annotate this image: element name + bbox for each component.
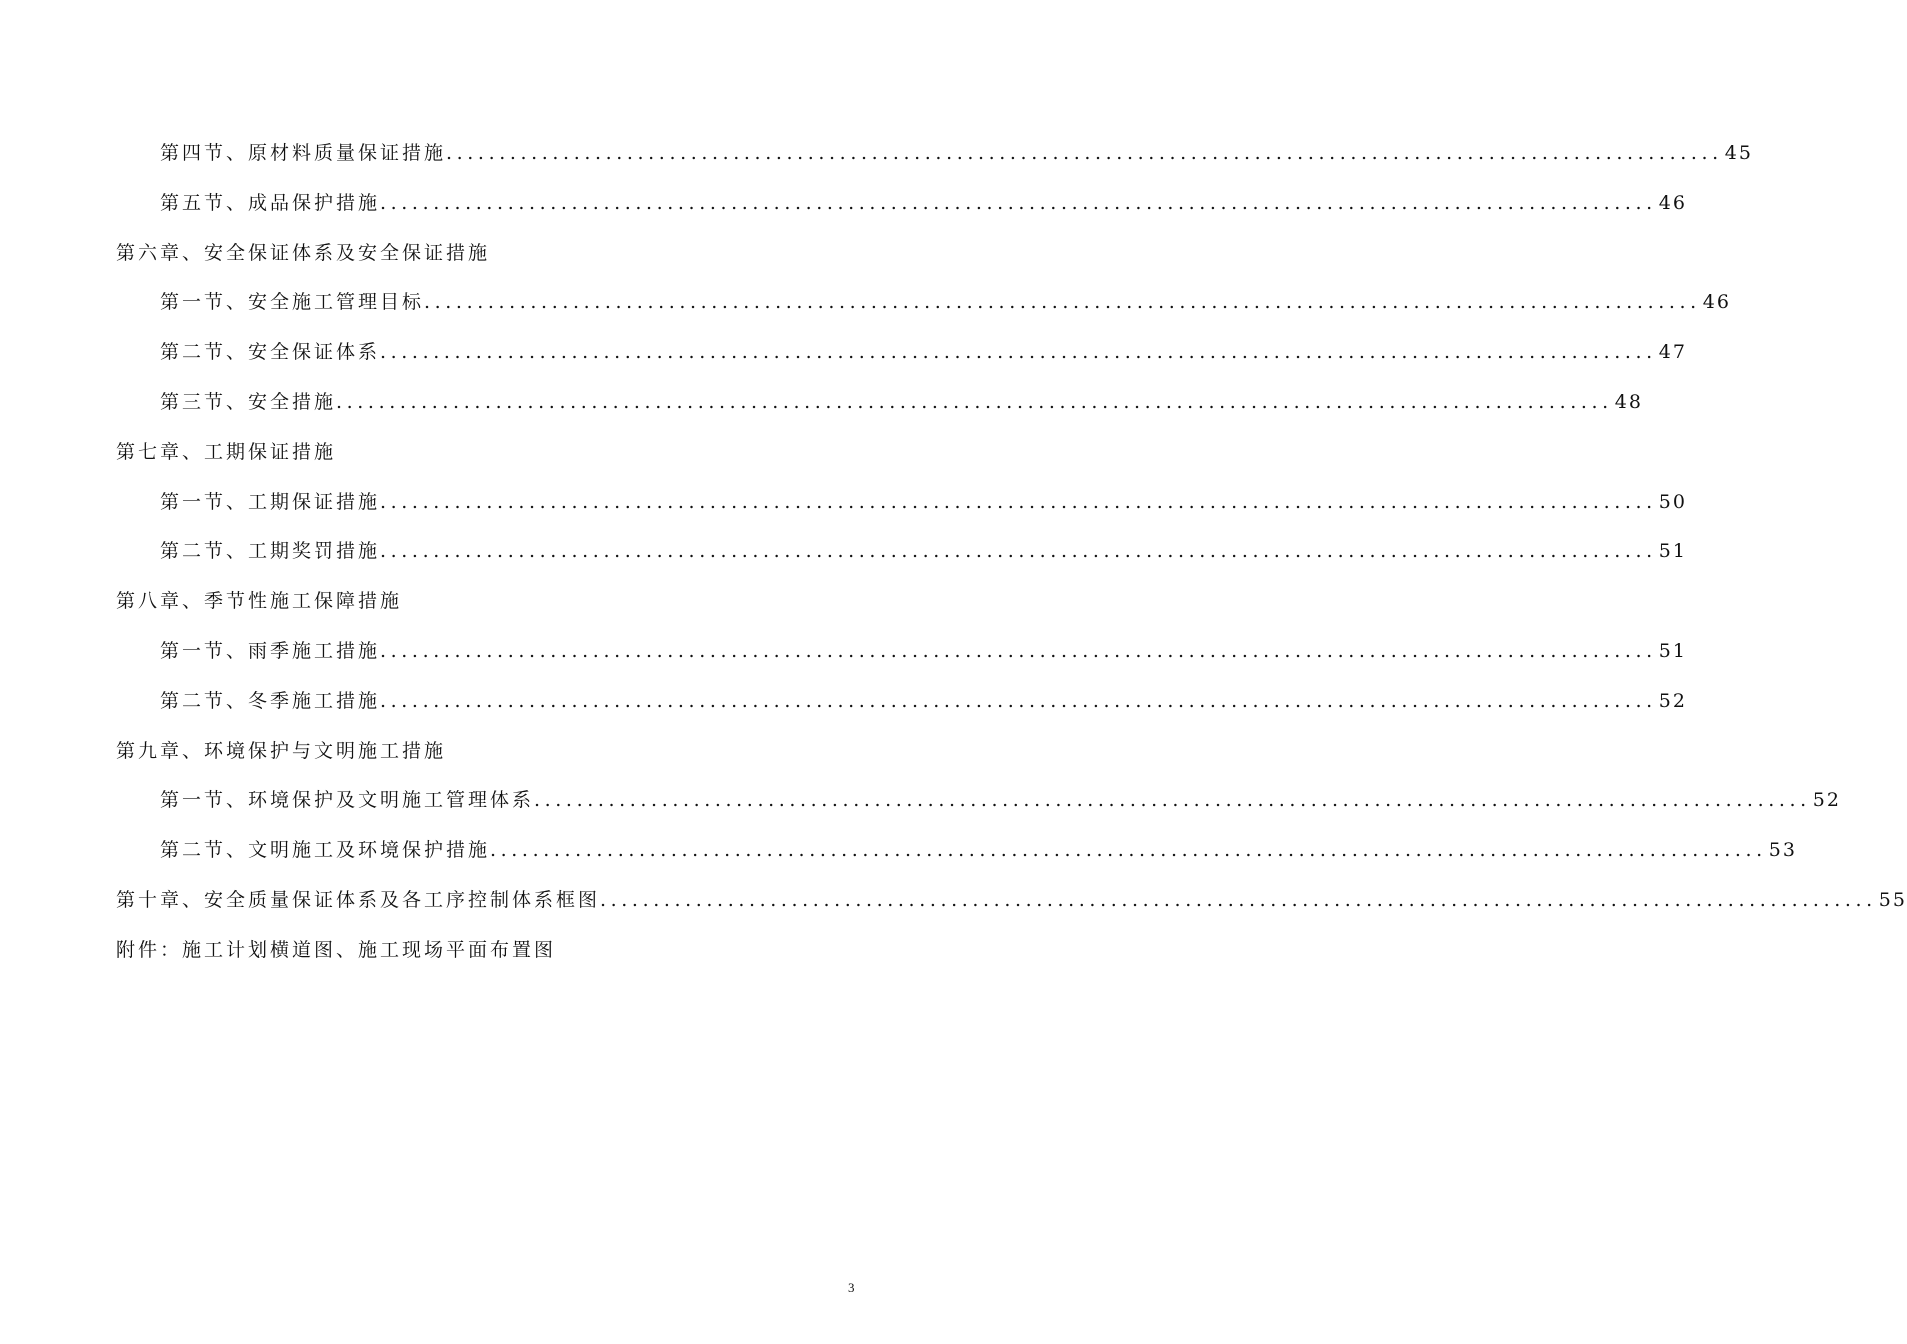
toc-page-number: 55	[1878, 889, 1907, 911]
toc-entry-title: 第二节、安全保证体系	[160, 341, 381, 363]
toc-section-entry	[160, 337, 1687, 367]
toc-page-number: 48	[1614, 391, 1643, 413]
toc-entry-title: 第六章、安全保证体系及安全保证措施	[116, 242, 491, 264]
toc-chapter-entry	[116, 586, 402, 616]
toc-entry-title: 第五节、成品保护措施	[160, 192, 381, 214]
toc-section-entry	[160, 287, 1731, 317]
toc-section-entry	[160, 138, 1753, 168]
toc-chapter-entry	[116, 935, 556, 965]
toc-entry-title: 第二节、冬季施工措施	[160, 690, 381, 712]
toc-page-number: 46	[1702, 291, 1731, 313]
page-number: 3	[848, 1280, 855, 1295]
toc-chapter-entry	[116, 885, 1907, 915]
toc-section-entry	[160, 686, 1687, 716]
toc-dot-leader: ........................................................................................................................	[424, 291, 1701, 313]
toc-entry-title: 第八章、季节性施工保障措施	[116, 590, 403, 612]
toc-chapter-entry	[116, 437, 336, 467]
toc-section-entry	[160, 487, 1687, 517]
toc-section-entry	[160, 536, 1687, 566]
toc-dot-leader: ........................................................................................................................	[380, 341, 1657, 363]
toc-page-number: 51	[1658, 540, 1687, 562]
toc-dot-leader: ........................................................................................................................	[600, 889, 1877, 911]
toc-dot-leader: ........................................................................................................................	[336, 391, 1613, 413]
toc-chapter-entry	[116, 736, 446, 766]
toc-section-entry	[160, 636, 1687, 666]
toc-section-entry	[160, 785, 1841, 815]
toc-page-number: 50	[1658, 491, 1687, 513]
toc-page-number: 46	[1658, 192, 1687, 214]
toc-entry-title: 第二节、文明施工及环境保护措施	[160, 839, 491, 861]
toc-dot-leader: ........................................................................................................................	[380, 540, 1657, 562]
toc-entry-title: 第一节、环境保护及文明施工管理体系	[160, 789, 535, 811]
toc-page-number: 47	[1658, 341, 1687, 363]
toc-page-number: 52	[1812, 789, 1841, 811]
toc-dot-leader: ........................................................................................................................	[490, 839, 1767, 861]
toc-entry-title: 第一节、安全施工管理目标	[160, 291, 425, 313]
toc-dot-leader: ........................................................................................................................	[380, 640, 1657, 662]
toc-entry-title: 第四节、原材料质量保证措施	[160, 142, 447, 164]
toc-entry-title: 第十章、安全质量保证体系及各工序控制体系框图	[116, 889, 601, 911]
toc-page-number: 45	[1724, 142, 1753, 164]
toc-page-number: 52	[1658, 690, 1687, 712]
toc-dot-leader: ........................................................................................................................	[380, 690, 1657, 712]
toc-entry-title: 第二节、工期奖罚措施	[160, 540, 381, 562]
toc-chapter-entry	[116, 238, 490, 268]
toc-entry-title: 第一节、雨季施工措施	[160, 640, 381, 662]
toc-entry-title: 附件：施工计划横道图、施工现场平面布置图	[116, 939, 557, 961]
toc-section-entry	[160, 387, 1643, 417]
toc-entry-title: 第一节、工期保证措施	[160, 491, 381, 513]
toc-page-number: 51	[1658, 640, 1687, 662]
toc-dot-leader: ........................................................................................................................	[380, 192, 1657, 214]
toc-entry-title: 第三节、安全措施	[160, 391, 337, 413]
toc-dot-leader: ........................................................................................................................	[380, 491, 1657, 513]
toc-section-entry	[160, 188, 1687, 218]
toc-entry-title: 第九章、环境保护与文明施工措施	[116, 740, 447, 762]
toc-entry-title: 第七章、工期保证措施	[116, 441, 337, 463]
toc-dot-leader: ........................................................................................................................	[446, 142, 1723, 164]
toc-section-entry	[160, 835, 1797, 865]
toc-page-number: 53	[1768, 839, 1797, 861]
toc-dot-leader: ........................................................................................................................	[534, 789, 1811, 811]
